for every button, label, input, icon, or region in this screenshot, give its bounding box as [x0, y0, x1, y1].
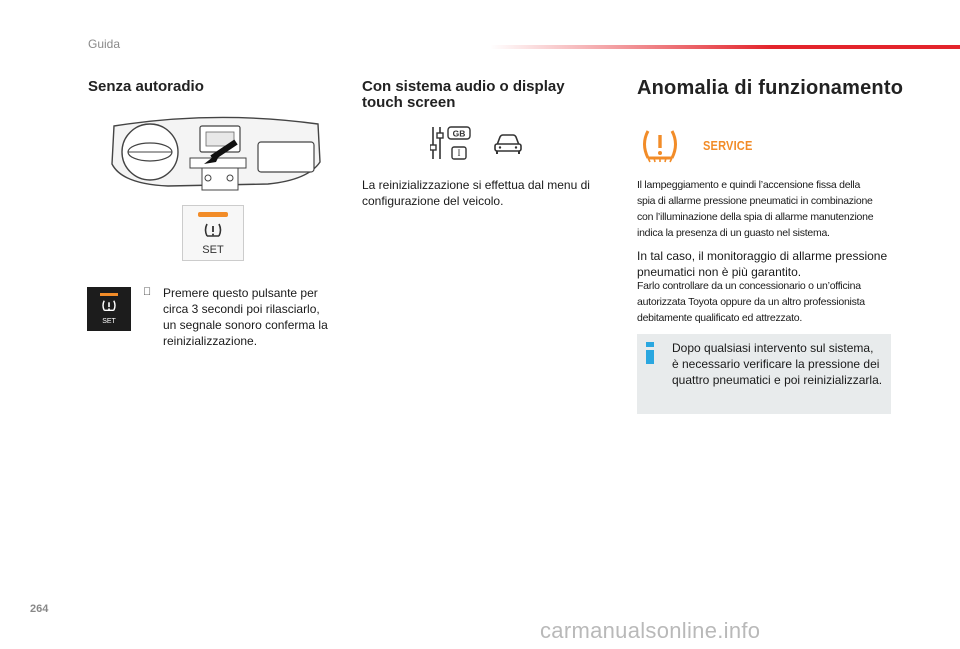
warning-led-small	[100, 293, 118, 296]
info-icon	[643, 340, 657, 366]
anomaly-paragraph-3: Farlo controllare da un concessionario o un’officina autorizzata Toyota oppure da un altro professionista debitamente qualificato ed attrezzato.	[637, 280, 865, 324]
i-label: I	[457, 148, 461, 158]
dashboard-illustration	[108, 114, 324, 194]
warning-led	[198, 212, 228, 217]
watermark: carmanualsonline.info	[540, 618, 761, 643]
title-senza-autoradio: Senza autoradio	[88, 78, 204, 95]
bullet-marker	[143, 286, 151, 298]
service-label: SERVICE	[703, 138, 753, 153]
reset-menu-text: La reinizializzazione si effettua dal menu di configurazione del veicolo.	[362, 178, 590, 208]
info-text: Dopo qualsiasi intervento sul sistema, è necessario verificare la pressione dei quattro pneumatici e poi reinizializzarla.	[672, 341, 883, 387]
tyre-pressure-icon-small	[101, 299, 117, 312]
set-button-illustration	[182, 205, 244, 261]
section-label: Guida	[88, 37, 121, 51]
title-con-sistema-audio: Con sistema audio o display touch screen	[362, 78, 565, 111]
set-label: SET	[202, 244, 224, 256]
vehicle-settings-icon	[493, 133, 523, 155]
tyre-pressure-warning-icon	[640, 128, 680, 164]
set-button-thumbnail	[87, 287, 131, 331]
tyre-pressure-icon	[203, 222, 223, 238]
anomaly-paragraph-1: Il lampeggiamento e quindi l’accensione fissa della spia di allarme pressione pneumatici in combinazione con l’illuminazione della spia di allarme manutenzione indica la presenza di un guasto nel sistema.	[637, 179, 874, 239]
settings-sliders-icon	[430, 125, 472, 161]
instruction-text: Premere questo pulsante per circa 3 secondi poi rilasciarlo, un segnale sonoro conferma la reinizializzazione.	[163, 286, 328, 348]
anomaly-paragraph-2: In tal caso, il monitoraggio di allarme pressione pneumatici non è più garantito.	[637, 249, 888, 279]
page-number: 264	[30, 603, 49, 615]
gb-label: GB	[452, 128, 466, 139]
title-anomalia: Anomalia di funzionamento	[637, 77, 904, 99]
header-accent-line	[490, 45, 960, 49]
set-label-small: SET	[102, 318, 116, 325]
